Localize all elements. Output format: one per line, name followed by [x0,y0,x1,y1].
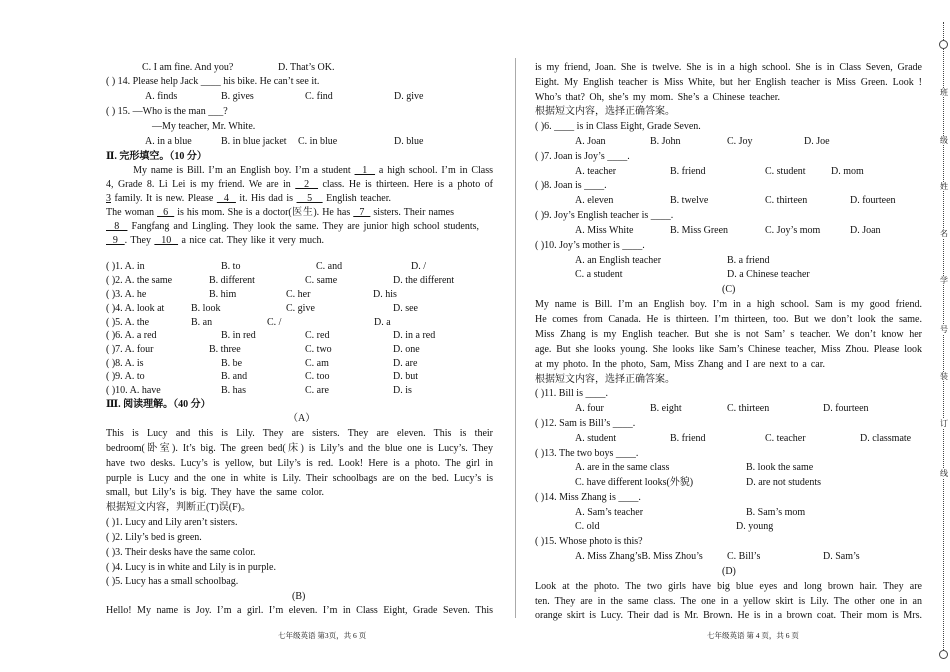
text-line: ( )5. Lucy has a small schoolbag. [106,576,239,587]
cloze-blank: 7 [353,207,371,218]
text-line: C. have different looks(外貌) [575,477,694,488]
cloze-blank: 2 [295,179,319,190]
paragraph-line: My name is Bill. I’m an English boy. I’m in a high school. Sam is my good friend. [535,299,922,310]
text-line: B. twelve [670,195,709,206]
cloze-text: The woman [106,207,158,218]
text-line: D. is [393,385,412,396]
binding-label: 线 [940,469,948,478]
text-line: B. friend [670,166,706,177]
text-line: D. fourteen [850,195,896,206]
text-line: D. fourteen [823,403,869,414]
cloze-text: 4, Grade 8. Li Lei is my friend. We are in [106,179,296,190]
text-line: 根据短文内容，选择正确答案。 [535,106,675,117]
text-line: C. am [305,358,329,369]
text-line: D. classmate [860,433,912,444]
cloze-text: a nice cat. They like it very much. [178,235,325,246]
text-line: D. give [394,91,424,102]
binding-label: 学 [940,276,948,285]
binding-label: 级 [940,136,948,145]
paragraph-line: Who’s that? Oh, she’s my mom. She’s a Chinese teacher. [535,92,780,103]
text-line: ( )1. Lucy and Lily aren’t sisters. [106,517,238,528]
paragraph-line: Hello! My name is Joy. I’m a girl. I’m eleven. I’m in Class Eight, Grade Seven. This [106,605,493,616]
text-line: A. in a blue [145,136,192,147]
cloze-text: class. He is thirteen. Here is a photo of [318,179,493,190]
binding-label: 装 [940,372,948,381]
text-line: (D) [722,566,736,577]
cloze-text: sisters. Their names [370,207,455,218]
text-line: C. Joy’s mom [765,225,821,236]
text-line: C. Joy [727,136,753,147]
cloze-line [106,220,479,233]
text-line: D. That’s OK. [278,62,335,73]
text-line: ( )8. Joan is ____. [535,180,607,191]
text-line: ( )5. A. the [106,317,150,328]
paragraph-line: Miss Zhang is my English teacher. But she is not Sam’ s teacher. We don’t know her [535,329,922,340]
binding-ring [939,40,948,49]
text-line: C. in blue [298,136,338,147]
text-line: A. Miss White [575,225,634,236]
text-line: D. Joan [850,225,881,236]
text-line: C. / [267,317,282,328]
text-line: B. friend [670,433,706,444]
text-line: C. Bill’s [727,551,761,562]
text-line: B. in blue jacket [221,136,287,147]
text-line: ( )6. A. a red [106,330,157,341]
text-line: ( ) 14. Please help Jack ____ his bike. He can’t see it. [106,76,320,87]
text-line: C. teacher [765,433,806,444]
cloze-blank: 8 [106,221,128,232]
text-line: B. him [209,289,237,300]
text-line: D. mom [831,166,864,177]
text-line: B. gives [221,91,254,102]
text-line: Ⅲ. 阅读理解。（40 分） [106,399,211,410]
text-line: ( )9. A. to [106,371,145,382]
text-line: ( )4. A. look at [106,303,165,314]
text-line: ( )13. The two boys ____. [535,448,639,459]
text-line: C. too [305,371,330,382]
binding-label: 班 [940,88,948,97]
text-line: ( )3. A. he [106,289,147,300]
text-line: C. student [765,166,806,177]
paragraph-line: small, but Lily’s is big. They have the same color. [106,487,324,498]
text-line: C. a student [575,269,623,280]
cloze-text: family. It is new. Please [111,193,217,204]
text-line: ( )6. ____ is in Class Eight, Grade Seven. [535,121,701,132]
page-4 [515,0,933,672]
text-line: Ⅱ. 完形填空。（10 分） [106,151,207,162]
text-line: ( )10. A. have [106,385,161,396]
paragraph-line: ten. They are in the same class. The one in a yellow skirt is Lily. The other one in an [535,596,922,607]
page-footer-right: 七年级英语 第 4 页，共 6 页 [707,631,799,640]
text-line: ( )4. Lucy is in white and Lily is in purple. [106,562,276,573]
text-line: ( )15. Whose photo is this? [535,536,643,547]
text-line: B. look the same [746,462,814,473]
text-line: ( )11. Bill is ____. [535,388,608,399]
text-line: (C) [722,284,736,295]
text-line: D. see [393,303,418,314]
cloze-blank: 6 [157,207,175,218]
binding-label: 名 [940,229,948,238]
text-line: B. eight [650,403,682,414]
text-line: B. be [221,358,243,369]
cloze-line [106,192,391,205]
cloze-text: is his mom. She is a doctor(医生). He has [174,207,354,218]
binding-ring [939,650,948,659]
text-line: B. an [191,317,213,328]
text-line: A. Sam’s teacher [575,507,644,518]
paragraph-line: orange skirt is Lucy. Their dad is Mr. Brown. He is in a brown coat. Their mom is Mrs. [535,610,922,621]
text-line: C. thirteen [765,195,808,206]
cloze-blank: 10 [154,235,179,246]
text-line: D. the different [393,275,455,286]
text-line: A. student [575,433,617,444]
binding-label: 订 [940,419,948,428]
text-line: A. teacher [575,166,617,177]
text-line: ( ) 15. —Who is the man ___? [106,106,228,117]
text-line: ( )2. Lily’s bed is green. [106,532,202,543]
text-line: B. has [221,385,246,396]
text-line: B. a friend [727,255,770,266]
text-line: ( )12. Sam is Bill’s ____. [535,418,636,429]
cloze-text: a high school. I’m in Class [375,165,493,176]
cloze-blank: 4 [216,193,236,204]
binding-label: 号 [940,325,948,334]
text-line: 根据短文内容，选择正确答案。 [535,374,675,385]
cloze-text: it. His dad is [235,193,297,204]
text-line: B. to [221,261,241,272]
text-line: ( )7. Joan is Joy’s ____. [535,151,630,162]
text-line: ( )8. A. is [106,358,144,369]
paragraph-line: purple is Lucy and the one in white is Lily. Their schoolbags are on the bed. Lucy’s is [106,473,493,484]
text-line: B. different [209,275,255,286]
text-line: ( )14. Miss Zhang is ____. [535,492,641,503]
text-line: D. Joe [804,136,830,147]
text-line: （A） [288,413,316,424]
text-line: ( )7. A. four [106,344,154,355]
text-line: B. Miss Green [670,225,729,236]
text-line: B. in red [221,330,256,341]
text-line: D. are not students [746,477,821,488]
text-line: D. / [411,261,426,272]
text-line: ( )1. A. in [106,261,145,272]
binding-label: 姓 [940,182,948,191]
text-line: C. give [286,303,315,314]
text-line: —My teacher, Mr. White. [152,121,256,132]
text-line: (B) [292,591,306,602]
text-line: C. and [316,261,343,272]
paragraph-line: This is Lucy and this is Lily. They are sisters. They are eleven. This is their [106,428,493,439]
text-line: A. Joan [575,136,606,147]
text-line: D. are [393,358,418,369]
cloze-blank: 5 [296,193,323,204]
text-line: B. look [191,303,221,314]
text-line: C. same [305,275,338,286]
cloze-line [106,206,454,219]
text-line: D. but [393,371,418,382]
cloze-text: . They [124,235,155,246]
text-line: C. I am fine. And you? [142,62,234,73]
text-line: A. are in the same class [575,462,670,473]
page-footer-left: 七年级英语 第3页，共 6 页 [278,631,367,640]
text-line: B. and [221,371,248,382]
text-line: ( )9. Joy’s English teacher is ____. [535,210,674,221]
text-line: ( )10. Joy’s mother is ____. [535,240,645,251]
text-line: C. two [305,344,332,355]
text-line: C. thirteen [727,403,770,414]
cloze-text: Fangfang and Lingling. They look the same. They are junior high school students, [127,221,480,232]
text-line: B. three [209,344,241,355]
text-line: C. find [305,91,333,102]
text-line: D. young [736,521,774,532]
paragraph-line: He comes from Canada. He is thirteen. I’m thirteen, too. But we don’t look the same. [535,314,922,325]
text-line: D. in a red [393,330,436,341]
text-line: A. Miss Zhang’sB. Miss Zhou’s [575,551,703,562]
cloze-blank: 3 [106,193,111,204]
text-line: ( )3. Their desks have the same color. [106,547,256,558]
cloze-blank: 9 [106,235,125,246]
binding-margin [933,0,950,672]
cloze-line [106,164,493,177]
text-line: D. a [374,317,391,328]
cloze-text: English teacher. [322,193,391,204]
paragraph-line: is my friend, Joan. She is twelve. She is in a high school. She is in Class Seven, Grade [535,62,922,73]
paragraph-line: Look at the photo. The two girls have big blue eyes and long brown hair. They are [535,581,922,592]
text-line: D. his [373,289,397,300]
text-line: D. a Chinese teacher [727,269,810,280]
paragraph-line: have two desks. Lucy’s is yellow, but Lily’s is red. Look! Here is a photo. The girl in [106,458,493,469]
paragraph-line: Eight. My English teacher is Miss White, but her English teacher is Miss Green. Look ! [535,77,922,88]
text-line: B. Sam’s mom [746,507,806,518]
text-line: D. one [393,344,420,355]
text-line: C. old [575,521,600,532]
text-line: D. blue [394,136,424,147]
text-line: B. John [650,136,681,147]
text-line: C. her [286,289,311,300]
text-line: ( )2. A. the same [106,275,173,286]
paragraph-line: age. But she looks young. She looks like Sam’s Chinese teacher, Miss Zhou. Please look [535,344,922,355]
text-line: D. Sam’s [823,551,860,562]
text-line: A. four [575,403,604,414]
cloze-line [106,234,324,247]
cloze-line [106,178,493,191]
cloze-text: My name is Bill. I’m an English boy. I’m a student [106,165,355,176]
paragraph-line: bedroom(卧室). It’s big. The green bed(床) is Lily’s and the blue one is Lucy’s. They [106,443,493,454]
text-line: 根据短文内容，判断正(T)误(F)。 [106,502,251,513]
text-line: A. eleven [575,195,614,206]
paragraph-line: at my photo. In the photo, Sam, Miss Zhang and I are next to a car. [535,359,825,370]
cloze-blank: 1 [354,165,376,176]
text-line: A. an English teacher [575,255,662,266]
text-line: C. are [305,385,329,396]
text-line: A. finds [145,91,178,102]
binding-dotted-line [943,22,944,652]
text-line: C. red [305,330,330,341]
